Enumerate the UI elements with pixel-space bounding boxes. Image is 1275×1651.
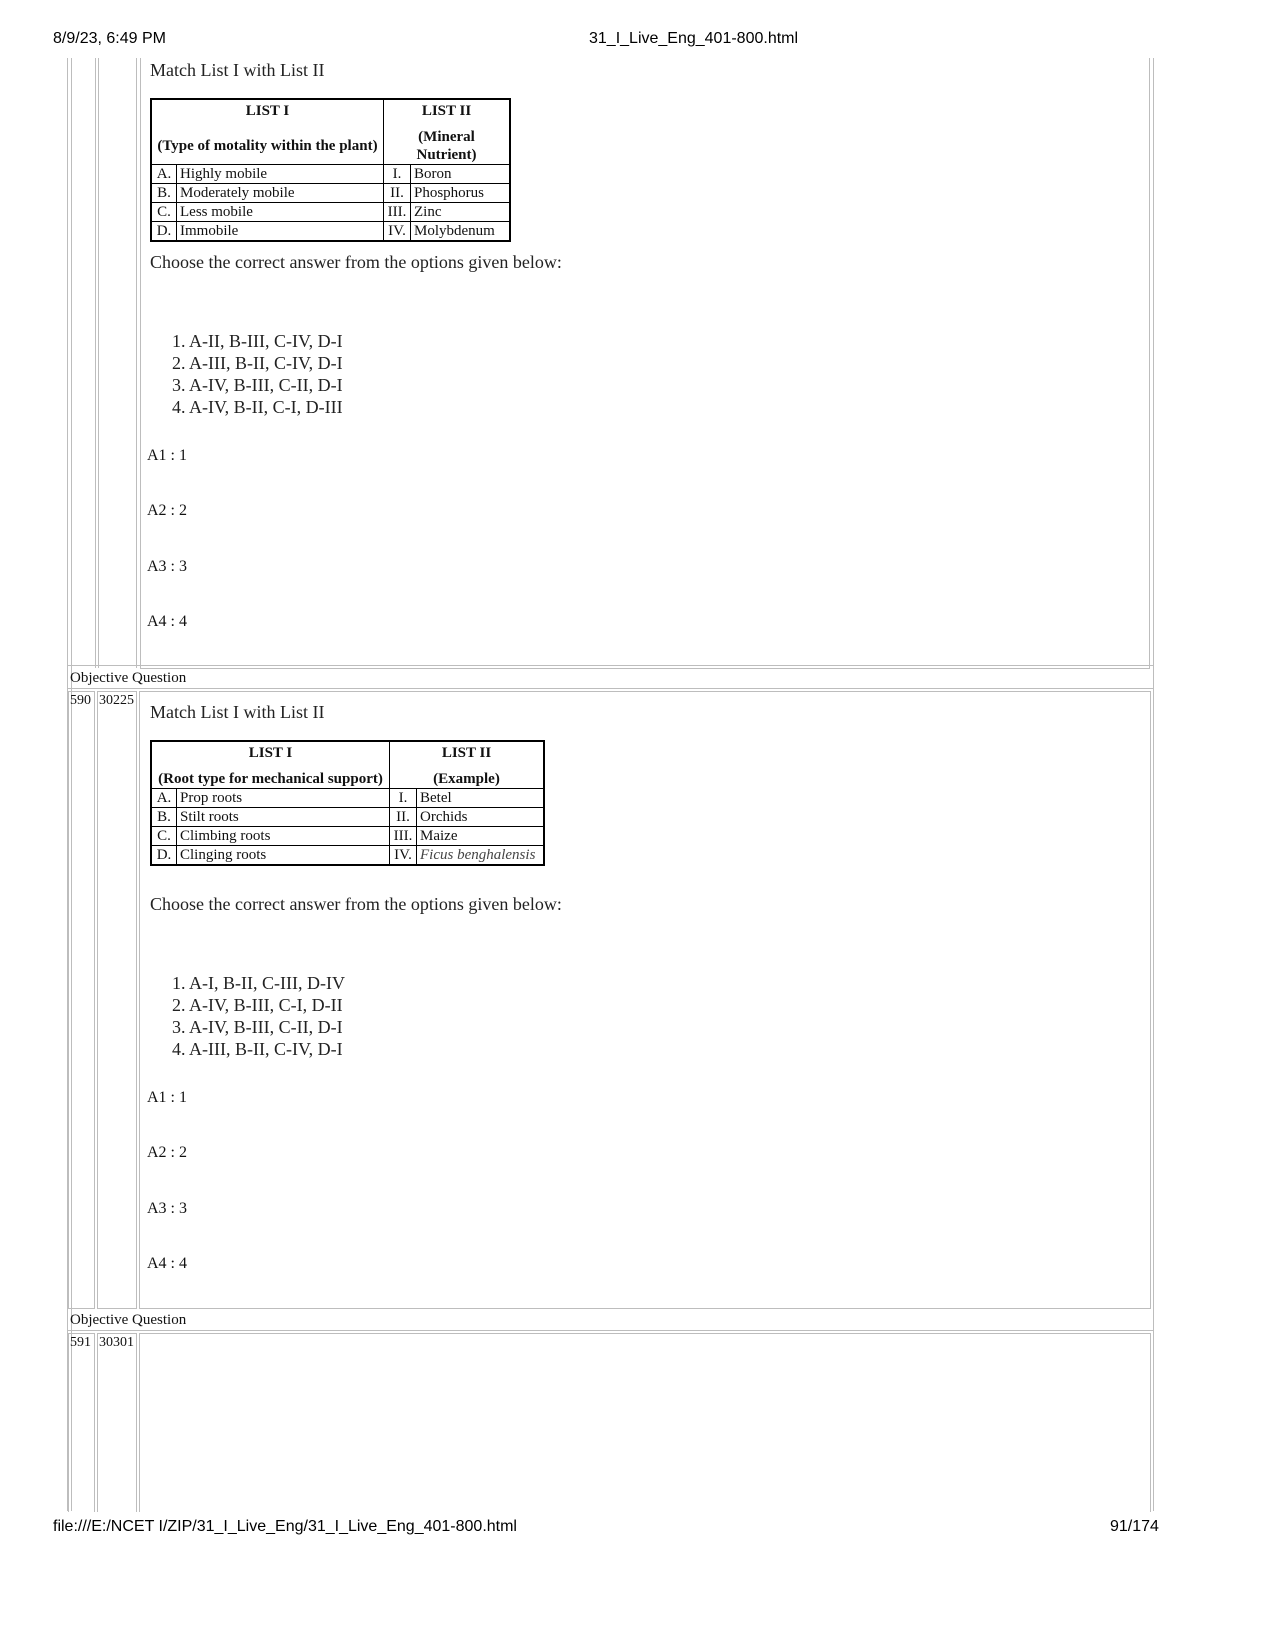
q3-number: 591 xyxy=(70,1335,91,1350)
list-item: 3. A-IV, B-III, C-II, D-I xyxy=(172,1017,343,1037)
q1-list1-sub: (Type of motality within the plant) xyxy=(151,128,384,165)
q1-choose-text: Choose the correct answer from the options given below: xyxy=(150,252,562,272)
q2-list2-sub: (Example) xyxy=(390,770,545,789)
list-item: 3. A-IV, B-III, C-II, D-I xyxy=(172,375,343,395)
table-cell: B. xyxy=(151,808,177,827)
q3-id: 30301 xyxy=(99,1335,134,1350)
list-item: 2. A-III, B-II, C-IV, D-I xyxy=(172,353,343,373)
col-border xyxy=(95,58,96,668)
q2-number-cell xyxy=(68,691,95,1309)
q2-answer-4: A4 : 4 xyxy=(147,1255,187,1272)
q2-id: 30225 xyxy=(99,693,134,708)
q2-id-cell xyxy=(97,691,137,1309)
list-item: 1. A-II, B-III, C-IV, D-I xyxy=(172,331,343,351)
list-item: 4. A-IV, B-II, C-I, D-III xyxy=(172,397,343,417)
table-cell: IV. xyxy=(384,222,411,242)
q1-list1-head: LIST I xyxy=(151,99,384,128)
print-page-number: 91/174 xyxy=(1110,1518,1159,1535)
table-cell: Less mobile xyxy=(177,203,384,222)
q1-match-table xyxy=(150,98,511,242)
q2-list2-head: LIST II xyxy=(390,741,545,770)
list-item: 1. A-I, B-II, C-III, D-IV xyxy=(172,973,345,993)
col-border xyxy=(140,58,141,668)
q1-answer-1: A1 : 1 xyxy=(147,447,187,464)
print-datetime: 8/9/23, 6:49 PM xyxy=(53,30,166,47)
q1-answer-3: A3 : 3 xyxy=(147,558,187,575)
table-cell: Clinging roots xyxy=(177,846,390,866)
table-row xyxy=(151,203,510,222)
table-cell: Prop roots xyxy=(177,789,390,808)
table-row xyxy=(151,827,544,846)
table-cell: Molybdenum xyxy=(411,222,511,242)
table-cell: Stilt roots xyxy=(177,808,390,827)
table-cell: Ficus benghalensis xyxy=(417,846,545,866)
row-divider xyxy=(67,665,1154,666)
q1-options xyxy=(172,330,343,418)
q2-answer-3: A3 : 3 xyxy=(147,1200,187,1217)
table-row xyxy=(151,222,510,242)
table-cell: D. xyxy=(151,846,177,866)
col-border xyxy=(98,58,99,668)
table-cell: Phosphorus xyxy=(411,184,511,203)
q2-answer-2: A2 : 2 xyxy=(147,1144,187,1161)
table-cell: A. xyxy=(151,165,177,184)
objective-question-label: Objective Question xyxy=(70,1312,187,1328)
table-cell: I. xyxy=(384,165,411,184)
table-cell: C. xyxy=(151,827,177,846)
table-row xyxy=(151,808,544,827)
table-cell: III. xyxy=(384,203,411,222)
list-item: 4. A-III, B-II, C-IV, D-I xyxy=(172,1039,343,1059)
row-divider xyxy=(67,688,1154,689)
table-cell: A. xyxy=(151,789,177,808)
q2-match-table xyxy=(150,740,545,866)
q2-options xyxy=(172,972,345,1060)
table-cell: Highly mobile xyxy=(177,165,384,184)
q3-id-cell xyxy=(97,1333,137,1523)
q1-list2-head: LIST II xyxy=(384,99,511,128)
table-row xyxy=(151,846,544,866)
list-item: 2. A-IV, B-III, C-I, D-II xyxy=(172,995,343,1015)
table-cell: Orchids xyxy=(417,808,545,827)
table-cell: III. xyxy=(390,827,417,846)
table-row xyxy=(151,184,510,203)
table-cell: Zinc xyxy=(411,203,511,222)
table-cell: II. xyxy=(384,184,411,203)
table-cell: I. xyxy=(390,789,417,808)
q2-list1-head: LIST I xyxy=(151,741,390,770)
table-cell: Climbing roots xyxy=(177,827,390,846)
row-divider xyxy=(67,1330,1154,1331)
table-cell: Moderately mobile xyxy=(177,184,384,203)
table-cell: II. xyxy=(390,808,417,827)
table-cell: B. xyxy=(151,184,177,203)
table-cell: Maize xyxy=(417,827,545,846)
table-cell: D. xyxy=(151,222,177,242)
q2-number: 590 xyxy=(70,693,91,708)
print-title: 31_I_Live_Eng_401-800.html xyxy=(589,30,799,47)
col-border-right xyxy=(1149,58,1150,668)
q3-content-cell xyxy=(139,1333,1151,1523)
q2-answer-1: A1 : 1 xyxy=(147,1089,187,1106)
q1-answer-2: A2 : 2 xyxy=(147,502,187,519)
row-divider xyxy=(140,668,1150,669)
q1-answer-4: A4 : 4 xyxy=(147,613,187,630)
q1-list2-sub: (Mineral Nutrient) xyxy=(384,128,511,165)
q2-choose-text: Choose the correct answer from the options given below: xyxy=(150,894,562,914)
table-cell: Boron xyxy=(411,165,511,184)
table-cell: Betel xyxy=(417,789,545,808)
q1-stem: Match List I with List II xyxy=(150,60,325,80)
table-border-right xyxy=(1153,58,1154,1511)
table-row xyxy=(151,165,510,184)
q2-list1-sub: (Root type for mechanical support) xyxy=(151,770,390,789)
q3-number-cell xyxy=(68,1333,95,1523)
table-row xyxy=(151,789,544,808)
q2-stem: Match List I with List II xyxy=(150,702,325,722)
table-cell: Immobile xyxy=(177,222,384,242)
col-border xyxy=(136,58,137,668)
print-file-path: file:///E:/NCET I/ZIP/31_I_Live_Eng/31_I_Live_Eng_401-800.html xyxy=(53,1518,517,1535)
table-cell: C. xyxy=(151,203,177,222)
table-cell: IV. xyxy=(390,846,417,866)
objective-question-label: Objective Question xyxy=(70,670,187,686)
